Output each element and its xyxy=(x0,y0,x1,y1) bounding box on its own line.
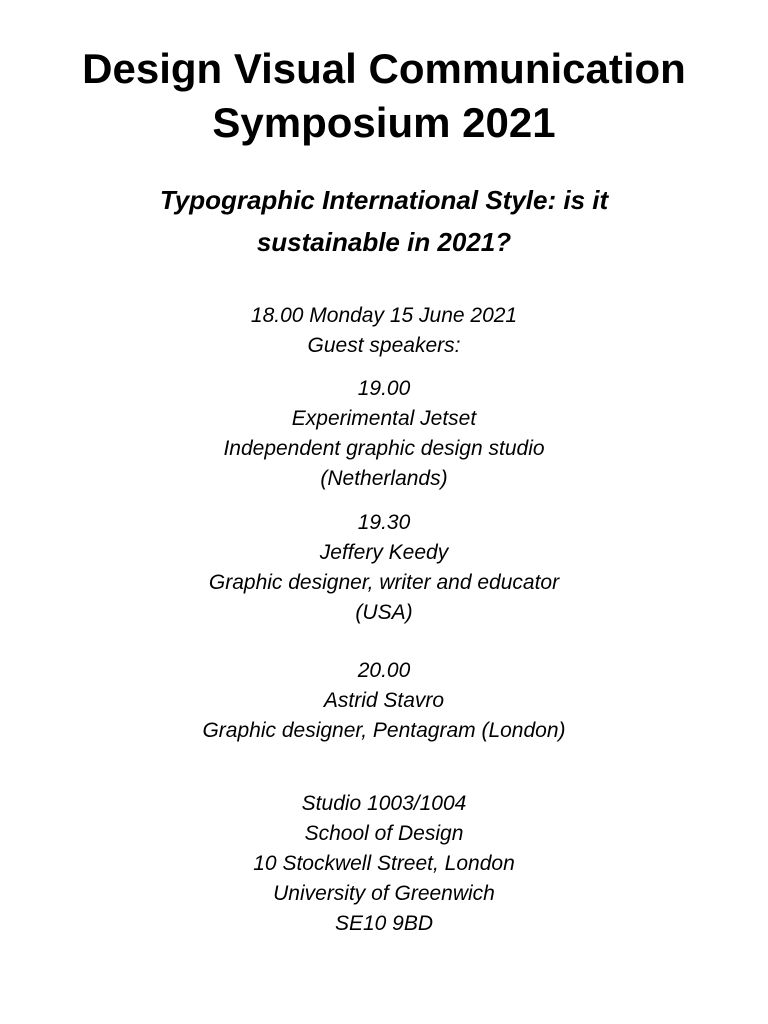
subtitle-line-2: sustainable in 2021? xyxy=(256,227,512,257)
event-details xyxy=(0,301,768,361)
speaker-name: Astrid Stavro xyxy=(323,689,445,712)
event-datetime: 18.00 Monday 15 June 2021 xyxy=(250,304,518,327)
speaker-description: Graphic designer, Pentagram (London) xyxy=(202,719,566,742)
speaker-name: Experimental Jetset xyxy=(291,407,477,430)
speakers-label: Guest speakers: xyxy=(307,334,461,357)
speaker-block xyxy=(0,508,768,628)
speaker-description: Independent graphic design studio xyxy=(223,437,545,460)
speaker-description: Graphic designer, writer and educator xyxy=(208,571,560,594)
speaker-time: 19.30 xyxy=(357,511,411,534)
title-line-1: Design Visual Communication xyxy=(82,45,686,92)
speaker-time: 19.00 xyxy=(357,377,411,400)
venue-university: University of Greenwich xyxy=(273,882,495,905)
venue-street: 10 Stockwell Street, London xyxy=(253,852,515,875)
subtitle xyxy=(0,179,768,263)
speaker-location: (Netherlands) xyxy=(320,467,448,490)
speaker-block xyxy=(0,656,768,746)
speaker-block xyxy=(0,374,768,494)
venue-postcode: SE10 9BD xyxy=(334,912,434,935)
venue-school: School of Design xyxy=(304,822,464,845)
title-line-2: Symposium 2021 xyxy=(212,99,556,146)
venue-room: Studio 1003/1004 xyxy=(301,792,467,815)
venue-address xyxy=(0,789,768,939)
page-title xyxy=(0,42,768,150)
speaker-time: 20.00 xyxy=(357,659,411,682)
speaker-location: (USA) xyxy=(355,601,413,624)
speaker-name: Jeffery Keedy xyxy=(319,541,449,564)
subtitle-line-1: Typographic International Style: is it xyxy=(159,185,609,215)
